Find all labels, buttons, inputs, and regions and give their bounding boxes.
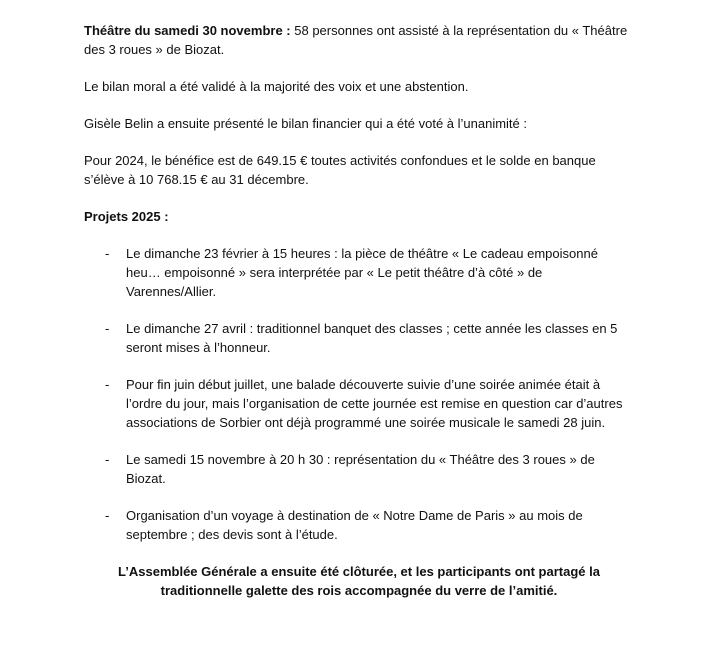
list-item-text: Le dimanche 23 février à 15 heures : la pièce de théâtre « Le cadeau empoisonné heu… empoisonné » sera interprétée par « Le petit théâtre d’à côté » de Varennes/Allier. xyxy=(126,246,598,299)
bullet-dash: - xyxy=(105,508,110,523)
bullet-dash: - xyxy=(105,246,110,261)
document-page xyxy=(84,21,634,600)
theatre-paragraph xyxy=(84,21,634,59)
bilan-financier-paragraph: Gisèle Belin a ensuite présenté le bilan financier qui a été voté à l’unanimité : xyxy=(84,116,527,131)
list-item xyxy=(84,319,634,357)
projets-list xyxy=(84,244,634,544)
list-item xyxy=(84,375,634,432)
bullet-dash: - xyxy=(105,452,110,467)
list-item-text: Le samedi 15 novembre à 20 h 30 : représentation du « Théâtre des 3 roues » de Biozat. xyxy=(126,452,595,486)
list-item-text: Pour fin juin début juillet, une balade découverte suivie d’une soirée animée était à l’ordre du jour, mais l’organisation de cette journée est remise en question car d’autres associations de Sorbier ont déjà programmé une soirée musicale le samedi 28 juin. xyxy=(126,377,623,430)
list-item-text: Organisation d’un voyage à destination de « Notre Dame de Paris » au mois de septembre ; des devis sont à l’étude. xyxy=(126,508,583,542)
theatre-text: 58 personnes ont assisté à la représentation du « Théâtre des 3 roues » de Biozat. xyxy=(84,23,628,57)
projets-title: Projets 2025 : xyxy=(84,209,169,224)
list-item xyxy=(84,244,634,301)
bullet-dash: - xyxy=(105,377,110,392)
list-item xyxy=(84,506,634,544)
benefice-paragraph: Pour 2024, le bénéfice est de 649.15 € toutes activités confondues et le solde en banque s’élève à 10 768.15 € au 31 décembre. xyxy=(84,153,596,187)
theatre-label: Théâtre du samedi 30 novembre : xyxy=(84,23,291,38)
bilan-moral-paragraph: Le bilan moral a été validé à la majorité des voix et une abstention. xyxy=(84,79,469,94)
list-item-text: Le dimanche 27 avril : traditionnel banquet des classes ; cette année les classes en 5 seront mises à l’honneur. xyxy=(126,321,618,355)
list-item xyxy=(84,450,634,488)
bullet-dash: - xyxy=(105,321,110,336)
closing-paragraph: L’Assemblée Générale a ensuite été clôturée, et les participants ont partagé la traditionnelle galette des rois accompagnée du verre de l’amitié. xyxy=(118,564,600,598)
